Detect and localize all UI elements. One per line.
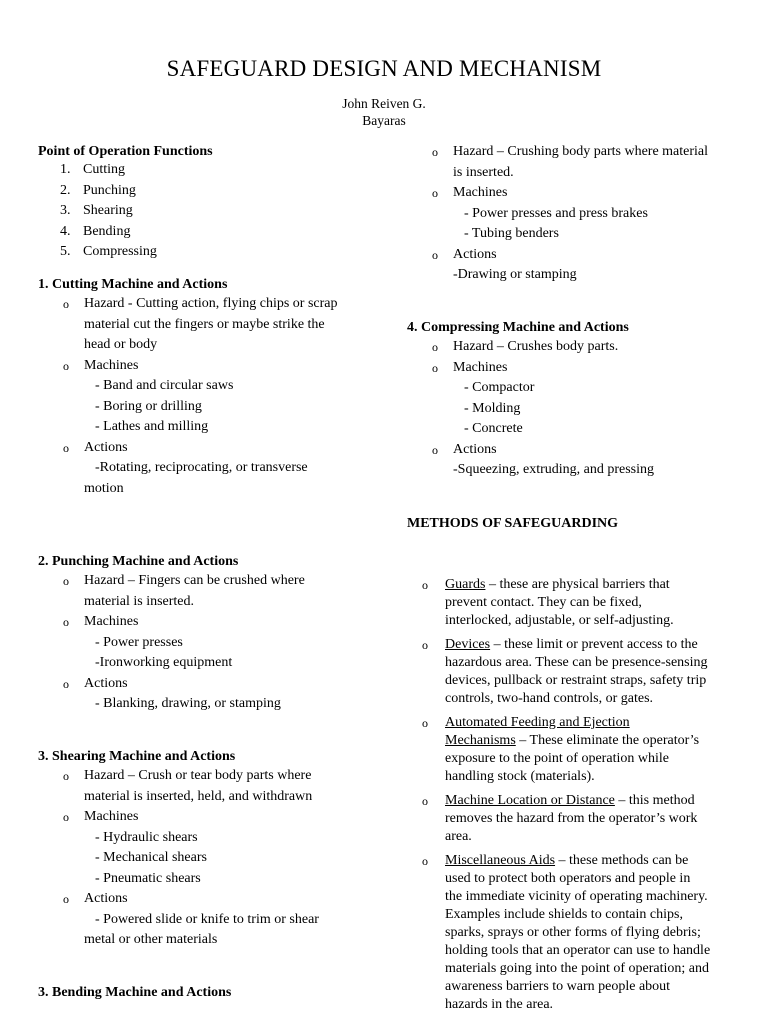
action-entry: -Rotating, reciprocating, or transverse — [95, 460, 308, 475]
machines-item: o Machines — [38, 612, 383, 633]
section-heading: 3. Shearing Machine and Actions — [38, 749, 236, 764]
methods-list — [407, 576, 747, 1020]
machine-entry: -Ironworking equipment — [95, 655, 233, 670]
author — [0, 95, 768, 129]
section-heading: Point of Operation Functions — [38, 144, 213, 159]
list-item: 1. Cutting — [60, 162, 126, 177]
hazard-item: o Hazard – Crushes body parts. — [407, 337, 747, 358]
functions-list — [38, 160, 383, 263]
section-heading: METHODS OF SAFEGUARDING — [407, 516, 619, 531]
machine-entry: - Concrete — [464, 421, 523, 436]
actions-item: o Actions — [407, 245, 747, 266]
bullet-icon: o — [432, 442, 438, 457]
bullet-icon: o — [422, 638, 428, 652]
bullet-icon: o — [63, 297, 69, 311]
machines-item: o Machines — [38, 356, 383, 377]
document-title: SAFEGUARD DESIGN AND MECHANISM — [166, 56, 602, 81]
action-entry: metal or other materials — [84, 932, 218, 947]
punching-section — [38, 553, 383, 715]
section-heading: 2. Punching Machine and Actions — [38, 554, 239, 569]
shearing-section — [38, 748, 383, 951]
actions-item: o Actions — [38, 674, 383, 695]
bullet-icon: o — [432, 186, 438, 200]
method-miscellaneous-aids: o Miscellaneous Aids – these methods can be used to protect both operators and people in the immediate vicinity of operating machinery. Examples include shields to contain chips, sparks, sprays or other forms of flying debris; holding tools that an operator can use to handle materials going into the point of operation; and awareness barriers to warn people about hazards in the area. — [422, 853, 711, 1012]
machine-entry: - Power presses — [95, 634, 183, 650]
bullet-icon: o — [432, 247, 438, 262]
list-item: 4. Bending — [60, 223, 131, 239]
machine-entry: - Molding — [464, 400, 521, 416]
list-item: 2. Punching — [60, 182, 136, 198]
machine-entry: - Hydraulic shears — [95, 829, 198, 845]
method-devices: o Devices – these limit or prevent access to the hazardous area. These can be presence-sensing devices, pullback or restraint straps, safety trip controls, two-hand controls, or gates. — [422, 637, 708, 706]
method-automated-feeding: o Automated Feeding and Ejection Mechanisms – These eliminate the operator’s exposure to the point of operation while handling stock (materials). — [422, 715, 700, 784]
compressing-section — [407, 319, 747, 481]
actions-item: o Actions — [407, 440, 747, 461]
action-entry: - Blanking, drawing, or stamping — [95, 696, 281, 711]
list-item: 3. Shearing — [60, 203, 133, 218]
bullet-icon: o — [432, 145, 438, 159]
machine-entry: - Mechanical shears — [95, 850, 207, 865]
section-heading: 3. Bending Machine and Actions — [38, 985, 232, 1000]
bullet-icon: o — [63, 810, 69, 824]
hazard-item: o Hazard – Fingers can be crushed where material is inserted. — [63, 573, 305, 609]
machines-item: o Machines — [407, 358, 747, 379]
bending-section-heading — [38, 984, 383, 1002]
bullet-icon: o — [432, 340, 438, 354]
bullet-icon: o — [422, 578, 428, 592]
point-of-operation-section — [38, 143, 383, 263]
machine-entry: - Compactor — [464, 380, 535, 395]
action-entry: motion — [84, 480, 124, 496]
bullet-icon: o — [63, 769, 69, 783]
section-heading: 1. Cutting Machine and Actions — [38, 277, 228, 292]
machines-item: o Machines — [407, 183, 747, 204]
machine-entry: - Tubing benders — [464, 226, 559, 241]
hazard-item: o Hazard – Crushing body parts where material is inserted. — [432, 144, 709, 180]
list-item: 5. Compressing — [60, 244, 157, 259]
machine-entry: - Pneumatic shears — [95, 870, 201, 886]
section-heading: 4. Compressing Machine and Actions — [407, 320, 629, 335]
machine-entry: - Lathes and milling — [95, 419, 209, 434]
author-surname: Bayaras — [362, 113, 406, 128]
bullet-icon: o — [432, 360, 438, 375]
machine-entry: - Power presses and press brakes — [464, 205, 648, 221]
machine-entry: - Band and circular saws — [95, 378, 234, 393]
machine-entry: - Boring or drilling — [95, 398, 202, 414]
methods-heading-block — [407, 515, 747, 533]
machines-item: o Machines — [38, 807, 383, 828]
method-machine-location: o Machine Location or Distance – this method removes the hazard from the operator’s work area. — [422, 793, 698, 844]
bullet-icon: o — [63, 892, 69, 906]
bullet-icon: o — [63, 440, 69, 455]
hazard-item: o Hazard - Cutting action, flying chips or scrap material cut the fingers or maybe strike the head or body — [63, 296, 338, 352]
bullet-icon: o — [63, 574, 69, 588]
bullet-icon: o — [422, 716, 428, 730]
bending-section — [407, 142, 747, 286]
bullet-icon: o — [63, 615, 69, 629]
actions-item: o Actions — [38, 438, 383, 459]
bullet-icon: o — [422, 854, 428, 868]
method-guards: o Guards – these are physical barriers that prevent contact. They can be fixed, interlocked, adjustable, or self-adjusting. — [422, 577, 674, 628]
hazard-item: o Hazard – Crush or tear body parts where material is inserted, held, and withdrawn — [63, 768, 313, 804]
actions-item: o Actions — [38, 889, 383, 910]
bullet-icon: o — [63, 676, 69, 691]
action-entry: - Powered slide or knife to trim or shear — [95, 911, 319, 927]
action-entry: -Squeezing, extruding, and pressing — [453, 462, 655, 477]
bullet-icon: o — [63, 358, 69, 373]
bullet-icon: o — [422, 794, 428, 808]
cutting-section — [38, 276, 383, 499]
action-entry: -Drawing or stamping — [453, 267, 577, 282]
author-name: John Reiven G. — [342, 96, 426, 111]
